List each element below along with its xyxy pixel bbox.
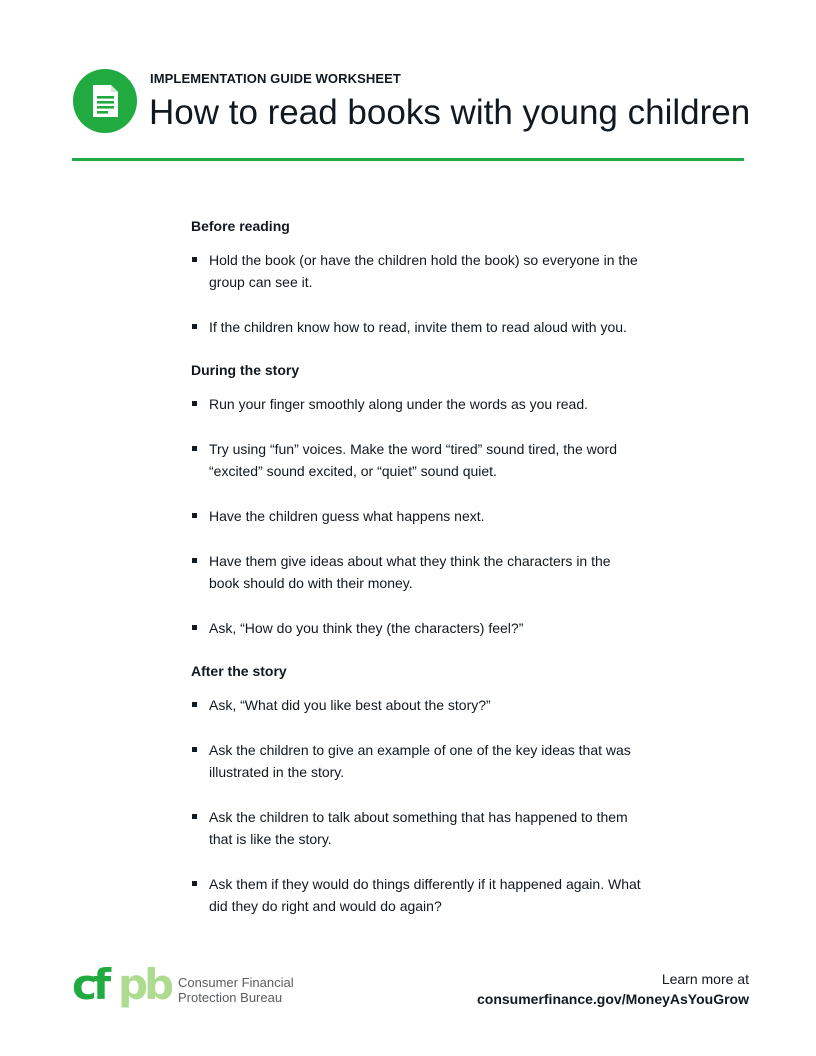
learn-more-link[interactable]: consumerfinance.gov/MoneyAsYouGrow <box>476 991 749 1007</box>
document-icon <box>73 69 137 133</box>
section-heading: Before reading <box>191 218 290 234</box>
svg-text:pb: pb <box>118 966 171 1009</box>
worksheet-label: IMPLEMENTATION GUIDE WORKSHEET <box>150 71 401 86</box>
worksheet-content <box>191 216 641 917</box>
cfpb-logo-mark <box>72 966 172 1014</box>
list-item: Try using “fun” voices. Make the word “tired” sound tired, the word “excited” sound excited, or “quiet” sound quiet. <box>191 438 641 482</box>
logo-line-1: Consumer Financial <box>178 975 294 990</box>
list-item: Have the children guess what happens next. <box>191 505 641 527</box>
section-heading: During the story <box>191 362 300 378</box>
header-divider <box>72 158 744 161</box>
list-item: Have them give ideas about what they think the characters in the book should do with their money. <box>191 550 641 594</box>
list-item: Ask the children to talk about something that has happened to them that is like the story. <box>191 806 641 850</box>
list-item: If the children know how to read, invite them to read aloud with you. <box>191 316 641 338</box>
list-item: Ask them if they would do things differently if it happened again. What did they do right and would do again? <box>191 873 641 917</box>
list-item: Hold the book (or have the children hold the book) so everyone in the group can see it. <box>191 249 641 293</box>
learn-more-label: Learn more at <box>661 971 749 987</box>
list-item: Ask, “What did you like best about the story?” <box>191 694 641 716</box>
list-item: Ask the children to give an example of one of the key ideas that was illustrated in the story. <box>191 739 641 783</box>
page-title: How to read books with young children <box>149 93 751 132</box>
section-heading: After the story <box>191 663 287 679</box>
section <box>191 360 641 639</box>
bullet-list <box>191 393 641 639</box>
cfpb-logo <box>72 966 172 1019</box>
svg-text:cf: cf <box>72 966 108 1009</box>
learn-more <box>477 969 749 1009</box>
section <box>191 661 641 917</box>
bullet-list <box>191 249 641 338</box>
section <box>191 216 641 338</box>
logo-agency-name <box>178 975 294 1005</box>
bullet-list <box>191 694 641 917</box>
logo-line-2: Protection Bureau <box>178 990 283 1005</box>
list-item: Run your finger smoothly along under the words as you read. <box>191 393 641 415</box>
list-item: Ask, “How do you think they (the characters) feel?” <box>191 617 641 639</box>
